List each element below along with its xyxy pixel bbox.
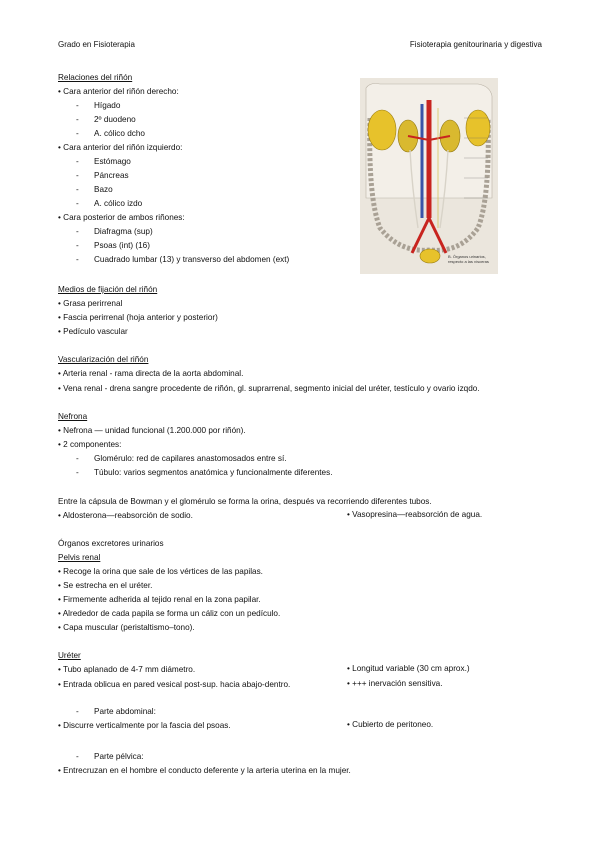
sub-list-item: - Diafragma (sup) xyxy=(76,227,153,236)
list-item: • Vasopresina—reabsorción de agua. xyxy=(347,510,482,519)
sub-list-item: - Túbulo: varios segmentos anatómica y funcionalmente diferentes. xyxy=(76,468,333,477)
sub-list-item: - A. cólico dcho xyxy=(76,129,145,138)
sub-list-item: - 2º duodeno xyxy=(76,115,136,124)
paragraph: Entre la cápsula de Bowman y el glomérulo se forma la orina, después va recorriendo diferentes tubos. xyxy=(58,497,432,506)
section-title-ureter: Uréter xyxy=(58,651,81,660)
list-item: • Entrada oblicua en pared vesical post-sup. hacia abajo-dentro. xyxy=(58,679,290,690)
sub-list-item: - Cuadrado lumbar (13) y transverso del abdomen (ext) xyxy=(76,255,290,264)
list-item: • Fascia perirrenal (hoja anterior y posterior) xyxy=(58,312,218,323)
header-left: Grado en Fisioterapia xyxy=(58,40,135,49)
sub-list-item: - Glomérulo: red de capilares anastomosados entre sí. xyxy=(76,454,287,463)
list-item: • Longitud variable (30 cm aprox.) xyxy=(347,664,470,673)
section-title-relaciones: Relaciones del riñón xyxy=(58,73,133,82)
list-item: • Grasa perirrenal xyxy=(58,298,122,309)
list-item: • Tubo aplanado de 4-7 mm diámetro. xyxy=(58,664,195,675)
anatomy-figure xyxy=(360,78,498,274)
sub-heading-abdominal: - Parte abdominal: xyxy=(76,707,156,716)
list-item: • Cubierto de peritoneo. xyxy=(347,720,433,729)
list-item: • +++ inervación sensitiva. xyxy=(347,679,443,688)
list-item: • Se estrecha en el uréter. xyxy=(58,580,152,591)
list-item: • Cara anterior del riñón derecho: xyxy=(58,86,179,97)
list-item: • Aldosterona—reabsorción de sodio. xyxy=(58,510,193,521)
list-item: • Vena renal - drena sangre procedente de riñón, gl. suprarrenal, segmento inicial del uréter, testículo y ovario izqdo. xyxy=(58,383,480,394)
list-item: • Arteria renal - rama directa de la aorta abdominal. xyxy=(58,368,243,379)
section-title-nefrona: Nefrona xyxy=(58,412,88,421)
list-item: • Cara posterior de ambos riñones: xyxy=(58,212,185,223)
section-title-vascularizacion: Vascularización del riñón xyxy=(58,355,149,364)
list-item: • Recoge la orina que sale de los vértices de las papilas. xyxy=(58,566,263,577)
section-title-medios: Medios de fijación del riñón xyxy=(58,285,158,294)
sub-list-item: - Hígado xyxy=(76,101,121,110)
section-title-organos: Órganos excretores urinarios xyxy=(58,539,164,548)
list-item: • Alrededor de cada papila se forma un cáliz con un pedículo. xyxy=(58,608,280,619)
sub-list-item: - Bazo xyxy=(76,185,113,194)
list-item: • Nefrona — unidad funcional (1.200.000 por riñón). xyxy=(58,425,246,436)
list-item: • Discurre verticalmente por la fascia del psoas. xyxy=(58,720,231,731)
subsection-title-pelvis: Pelvis renal xyxy=(58,553,101,562)
sub-list-item: - Páncreas xyxy=(76,171,129,180)
list-item: • Entrecruzan en el hombre el conducto deferente y la arteria uterina en la mujer. xyxy=(58,765,351,776)
sub-heading-pelvica: - Parte pélvica: xyxy=(76,752,144,761)
figure-caption: B. Órganos urinarios, respecto a las vísceras xyxy=(448,254,489,264)
sub-list-item: - Psoas (int) (16) xyxy=(76,241,150,250)
list-item: • Pedículo vascular xyxy=(58,326,128,337)
list-item: • Capa muscular (peristaltismo–tono). xyxy=(58,622,195,633)
header-right: Fisioterapia genitourinaria y digestiva xyxy=(409,40,542,49)
list-item: • Cara anterior del riñón izquierdo: xyxy=(58,142,182,153)
sub-list-item: - Estómago xyxy=(76,157,131,166)
sub-list-item: - A. cólico izdo xyxy=(76,199,143,208)
list-item: • 2 componentes: xyxy=(58,439,121,450)
list-item: • Firmemente adherida al tejido renal en la zona papilar. xyxy=(58,594,261,605)
